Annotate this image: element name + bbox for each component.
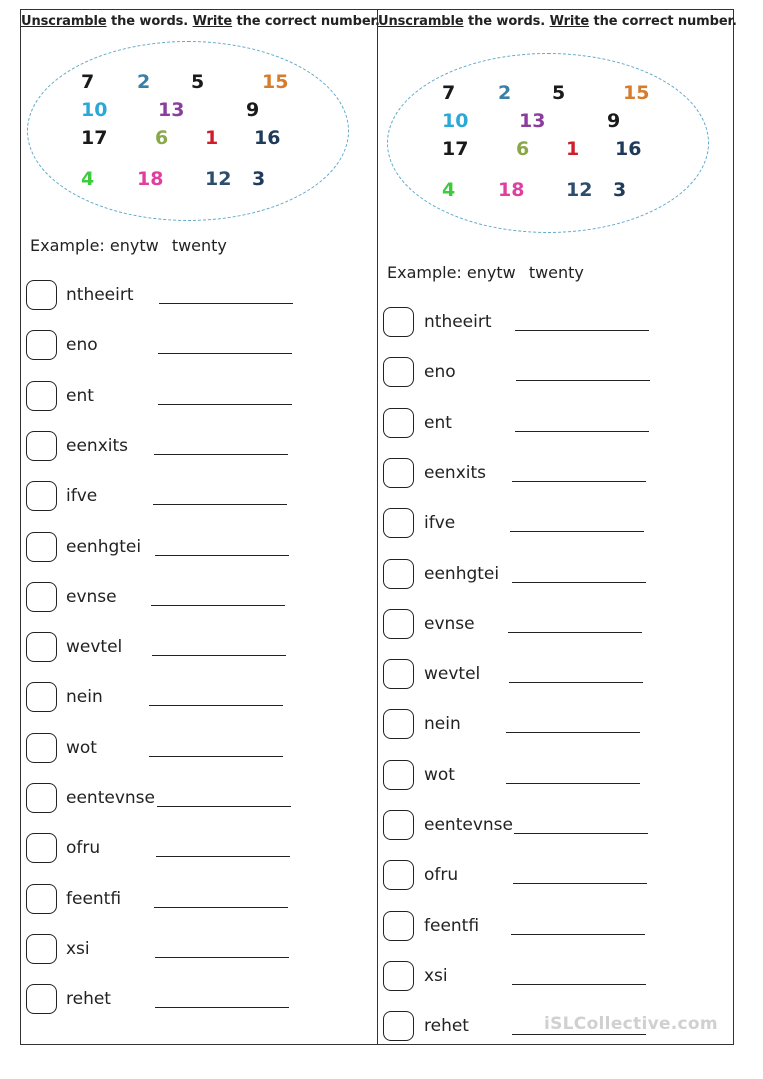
watermark: iSLCollective.com: [544, 1014, 718, 1034]
instruction-mid: the words.: [463, 14, 550, 29]
example: [30, 236, 227, 255]
scrambled-word: ofru: [66, 838, 101, 859]
number-3: 3: [613, 179, 627, 201]
number-1: 1: [566, 138, 580, 160]
scrambled-word: wot: [66, 737, 97, 758]
scrambled-word: evnse: [424, 613, 475, 634]
word-row: [21, 330, 377, 364]
scrambled-word: ntheeirt: [424, 312, 492, 332]
number-answer-box[interactable]: [26, 582, 57, 612]
number-9: 9: [246, 99, 260, 121]
number-answer-box[interactable]: [383, 961, 414, 991]
number-2: 2: [498, 82, 512, 104]
scrambled-word: ent: [66, 385, 94, 406]
answer-line[interactable]: [149, 705, 283, 706]
word-row: [378, 860, 734, 894]
scrambled-word: feentfi: [66, 888, 122, 909]
answer-line[interactable]: [506, 783, 640, 784]
answer-line[interactable]: [156, 856, 290, 857]
scrambled-word: wot: [424, 764, 455, 785]
word-row: [378, 408, 734, 442]
number-bank-oval: [27, 41, 349, 221]
scrambled-word: eentevnse: [424, 815, 513, 835]
number-5: 5: [552, 82, 566, 104]
number-answer-box[interactable]: [383, 458, 414, 488]
scrambled-word: xsi: [66, 938, 90, 959]
number-3: 3: [252, 168, 266, 190]
number-answer-box[interactable]: [383, 709, 414, 739]
number-answer-box[interactable]: [26, 884, 57, 914]
answer-line[interactable]: [158, 353, 292, 354]
example-label: Example:: [30, 236, 105, 255]
answer-line[interactable]: [510, 531, 644, 532]
number-answer-box[interactable]: [26, 532, 57, 562]
number-answer-box[interactable]: [383, 609, 414, 639]
word-row: [21, 682, 377, 716]
number-answer-box[interactable]: [383, 1011, 414, 1041]
word-row: [378, 357, 734, 391]
word-row: [378, 961, 734, 995]
word-row: [378, 609, 734, 643]
number-answer-box[interactable]: [26, 682, 57, 712]
scrambled-word: ofru: [424, 865, 459, 886]
instructions: [378, 14, 737, 29]
answer-line[interactable]: [154, 907, 288, 908]
number-answer-box[interactable]: [383, 760, 414, 790]
number-answer-box[interactable]: [26, 330, 57, 360]
example-scrambled: enytw: [109, 236, 159, 255]
instruction-write: Write: [192, 14, 233, 29]
word-row: [378, 307, 734, 341]
number-answer-box[interactable]: [26, 733, 57, 763]
answer-line[interactable]: [513, 883, 647, 884]
number-4: 4: [442, 179, 456, 201]
number-bank-oval: [387, 53, 709, 233]
number-13: 13: [158, 99, 185, 121]
word-row: [378, 508, 734, 542]
instruction-end: the correct number.: [232, 14, 380, 29]
instruction-unscramble: Unscramble: [21, 14, 107, 29]
number-16: 16: [615, 138, 642, 160]
scrambled-word: eentevnse: [66, 788, 155, 808]
number-17: 17: [442, 138, 469, 160]
word-row: [21, 733, 377, 767]
scrambled-word: xsi: [424, 965, 448, 986]
number-6: 6: [516, 138, 530, 160]
example-scrambled: enytw: [466, 263, 516, 282]
word-row: [378, 709, 734, 743]
number-answer-box[interactable]: [383, 911, 414, 941]
number-answer-box[interactable]: [383, 559, 414, 589]
number-7: 7: [81, 71, 95, 93]
scrambled-word: ifve: [66, 486, 98, 507]
word-row: [21, 280, 377, 314]
word-row: [21, 481, 377, 515]
instruction-end: the correct number.: [589, 14, 737, 29]
word-row: [21, 984, 377, 1018]
number-17: 17: [81, 127, 108, 149]
answer-line[interactable]: [514, 833, 648, 834]
word-row: [21, 532, 377, 566]
number-answer-box[interactable]: [383, 860, 414, 890]
worksheet-left: [21, 9, 380, 1045]
scrambled-word: rehet: [424, 1016, 469, 1037]
number-9: 9: [607, 110, 621, 132]
word-row: [378, 659, 734, 693]
instruction-mid: the words.: [106, 14, 193, 29]
scrambled-word: eenhgtei: [66, 536, 142, 557]
word-row: [21, 431, 377, 465]
answer-line[interactable]: [506, 732, 640, 733]
scrambled-word: eno: [424, 362, 456, 383]
number-answer-box[interactable]: [26, 984, 57, 1014]
number-13: 13: [519, 110, 546, 132]
answer-line[interactable]: [151, 605, 285, 606]
number-4: 4: [81, 168, 95, 190]
worksheet-right: [378, 9, 737, 1045]
answer-line[interactable]: [152, 655, 286, 656]
number-7: 7: [442, 82, 456, 104]
answer-line[interactable]: [154, 454, 288, 455]
word-row: [378, 810, 734, 844]
answer-line[interactable]: [508, 632, 642, 633]
number-answer-box[interactable]: [26, 381, 57, 411]
number-answer-box[interactable]: [383, 307, 414, 337]
scrambled-word: nein: [66, 687, 103, 708]
number-answer-box[interactable]: [26, 783, 57, 813]
word-row: [21, 783, 377, 817]
scrambled-word: wevtel: [66, 637, 123, 658]
answer-line[interactable]: [157, 806, 291, 807]
answer-line[interactable]: [512, 984, 646, 985]
instruction-unscramble: Unscramble: [378, 14, 464, 29]
number-18: 18: [137, 168, 164, 190]
scrambled-word: ent: [424, 412, 452, 433]
answer-line[interactable]: [512, 481, 646, 482]
scrambled-word: ifve: [424, 513, 456, 534]
number-answer-box[interactable]: [26, 481, 57, 511]
scrambled-word: feentfi: [424, 915, 480, 936]
example-answer: twenty: [171, 236, 227, 255]
word-row: [378, 911, 734, 945]
answer-line[interactable]: [149, 756, 283, 757]
number-10: 10: [442, 110, 469, 132]
scrambled-word: rehet: [66, 989, 111, 1010]
number-12: 12: [566, 179, 593, 201]
answer-line[interactable]: [155, 555, 289, 556]
number-answer-box[interactable]: [26, 280, 57, 310]
answer-line[interactable]: [155, 957, 289, 958]
answer-line[interactable]: [155, 1007, 289, 1008]
word-row: [21, 632, 377, 666]
example-label: Example:: [387, 263, 462, 282]
word-row: [378, 458, 734, 492]
scrambled-word: eenhgtei: [424, 563, 500, 584]
number-10: 10: [81, 99, 108, 121]
number-18: 18: [498, 179, 525, 201]
answer-line[interactable]: [159, 303, 293, 304]
number-15: 15: [262, 71, 289, 93]
number-answer-box[interactable]: [26, 431, 57, 461]
scrambled-word: eenxits: [424, 462, 486, 483]
number-answer-box[interactable]: [383, 508, 414, 538]
scrambled-word: evnse: [66, 586, 117, 607]
answer-line[interactable]: [515, 330, 649, 331]
answer-line[interactable]: [509, 682, 643, 683]
number-12: 12: [205, 168, 232, 190]
answer-line[interactable]: [516, 380, 650, 381]
number-answer-box[interactable]: [383, 408, 414, 438]
number-1: 1: [205, 127, 219, 149]
scrambled-word: eno: [66, 335, 98, 356]
number-6: 6: [155, 127, 169, 149]
answer-line[interactable]: [512, 1034, 646, 1035]
word-row: [378, 760, 734, 794]
word-row: [21, 934, 377, 968]
example-answer: twenty: [528, 263, 584, 282]
word-row: [21, 833, 377, 867]
scrambled-word: wevtel: [424, 664, 481, 685]
number-2: 2: [137, 71, 151, 93]
word-row: [21, 381, 377, 415]
number-16: 16: [254, 127, 281, 149]
number-answer-box[interactable]: [26, 833, 57, 863]
scrambled-word: eenxits: [66, 435, 128, 456]
scrambled-word: nein: [424, 714, 461, 735]
example: [387, 263, 584, 282]
answer-line[interactable]: [515, 431, 649, 432]
word-row: [378, 559, 734, 593]
number-15: 15: [623, 82, 650, 104]
word-row: [21, 582, 377, 616]
number-answer-box[interactable]: [383, 357, 414, 387]
word-row: [21, 884, 377, 918]
number-5: 5: [191, 71, 205, 93]
instruction-write: Write: [549, 14, 590, 29]
answer-line[interactable]: [158, 404, 292, 405]
number-answer-box[interactable]: [383, 659, 414, 689]
answer-line[interactable]: [511, 934, 645, 935]
number-answer-box[interactable]: [26, 934, 57, 964]
answer-line[interactable]: [153, 504, 287, 505]
scrambled-word: ntheeirt: [66, 285, 134, 305]
instructions: [21, 14, 380, 29]
number-answer-box[interactable]: [383, 810, 414, 840]
answer-line[interactable]: [512, 582, 646, 583]
number-answer-box[interactable]: [26, 632, 57, 662]
